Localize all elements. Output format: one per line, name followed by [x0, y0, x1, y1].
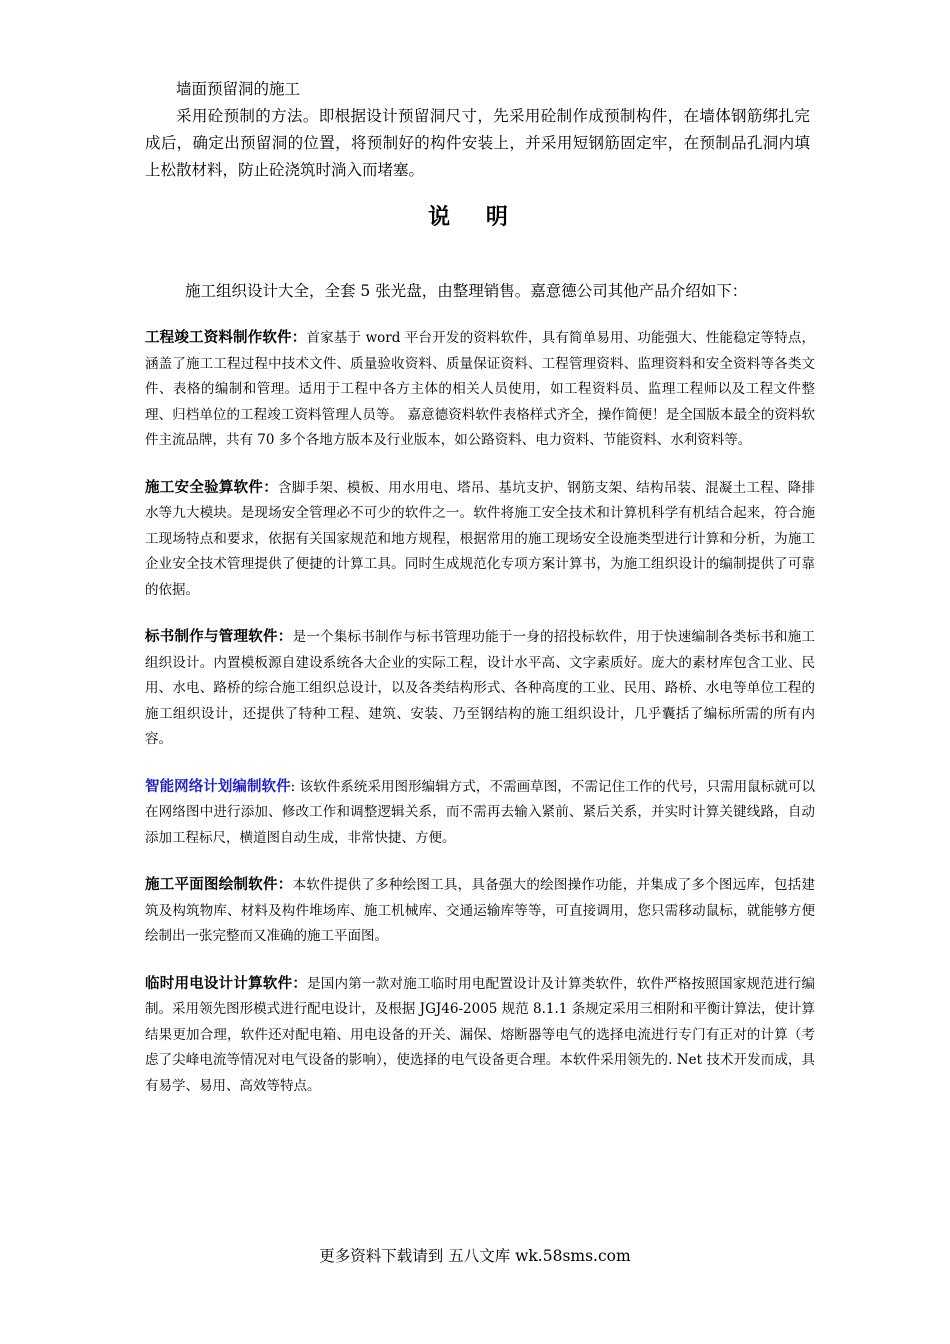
section-site-plan: [145, 873, 815, 950]
section-title: 临时用电设计计算软件：: [145, 975, 308, 992]
intro-block: [145, 76, 810, 184]
section-body: 本软件提供了多种绘图工具，具备强大的绘图操作功能，并集成了多个图远库，包括建筑及构筑物库、材料及构件堆场库、施工机械库、交通运输库等等，可直接调用，您只需移动鼠标，就能够方便绘制出一张完整而又准确的施工平面图。: [145, 877, 816, 944]
section-body: 是一个集标书制作与标书管理功能于一身的招投标软件，用于快速编制各类标书和施工组织设计。内置模板源自建设系统各大企业的实际工程，设计水平高、文字素质好。庞大的素材库包含工业、民用、水电、路桥的综合施工组织总设计，以及各类结构形式、各种高度的工业、民用、路桥、水电等单位工程的施工组织设计，还提供了特种工程、建筑、安装、乃至钢结构的施工组织设计，几乎囊括了编标所需的所有内容。: [145, 629, 816, 747]
footer-link-text: 更多资料下载请到 五八文库 wk.58sms.com: [319, 1247, 631, 1265]
intro-body: 采用砼预制的方法。即根据设计预留洞尺寸，先采用砼制作成预制构件，在墙体钢筋绑扎完成后，确定出预留洞的位置，将预制好的构件安装上，并采用短钢筋固定牢，在预制品孔洞内填上松散材料，防止砼浇筑时淌入而堵塞。: [145, 107, 810, 179]
section-temp-power: [145, 972, 815, 1100]
section-safety-calc: [145, 476, 815, 604]
page-title: 说 明: [428, 205, 522, 230]
intro-heading: 墙面预留洞的施工: [176, 80, 301, 98]
section-title: 智能网络计划编制软件: [145, 778, 291, 795]
section-body: : 该软件系统采用图形编辑方式，不需画草图，不需记住工作的代号，只需用鼠标就可以在网络图中进行添加、修改工作和调整逻辑关系，而不需再去输入紧前、紧后关系，并实时计算关键线路，自动添加工程标尺，横道图自动生成，非常快捷、方便。: [145, 778, 816, 846]
section-body: 含脚手架、模板、用水用电、塔吊、基坑支护、钢筋支架、结构吊装、混凝土工程、降排水等九大模块。是现场安全管理必不可少的软件之一。软件将施工安全技术和计算机科学有机结合起来，符合施工现场特点和要求，依据有关国家规范和地方规程，根据常用的施工现场安全设施类型进行计算和分析，为施工企业安全技术管理提供了便捷的计算工具。同时生成规范化专项方案计算书，为施工组织设计的编制提供了可靠的依据。: [145, 479, 816, 598]
section-body: 是国内第一款对施工临时用电配置设计及计算类软件，软件严格按照国家规范进行编制。采用领先图形模式进行配电设计，及根据 JGJ46-2005 规范 8.1.1 条规定采用三相附和平衡计算法，使计算结果更加合理，软件还对配电箱、用电设备的开关、漏保、熔断器等电气的选择电流进行专门有正对的计算（考虑了尖峰电流等情况对电气设备的影响），使选择的电气设备更合理。本软件采用领先的. Net 技术开发而成，具有易学、易用、高效等特点。: [145, 975, 816, 1094]
section-completion-docs: [145, 326, 815, 454]
section-title: 标书制作与管理软件：: [145, 629, 293, 645]
section-title: 施工安全验算软件：: [145, 479, 278, 496]
section-title: 施工平面图绘制软件：: [145, 877, 293, 893]
product-sections: [145, 326, 815, 1121]
section-bid-docs: [145, 625, 815, 753]
lead-paragraph: 施工组织设计大全，全套 5 张光盘，由整理销售。嘉意德公司其他产品介绍如下：: [185, 282, 748, 300]
section-body: 首家基于 word 平台开发的资料软件，具有简单易用、功能强大、性能稳定等特点，涵盖了施工工程过程中技术文件、质量验收资料、质量保证资料、工程管理资料、监理资料和安全资料等各类文件、表格的编制和管理。适用于工程中各方主体的相关人员使用，如工程资料员、监理工程师以及工程文件整理、归档单位的工程竣工资料管理人员等。 嘉意德资料软件表格样式齐全，操作简便！是全国版本最全的资料软件主流品牌，共有 70 多个各地方版本及行业版本，如公路资料、电力资料、节能资料、水利资料等。: [145, 330, 815, 448]
section-title: 工程竣工资料制作软件：: [145, 330, 307, 346]
section-network-plan: [145, 775, 815, 852]
